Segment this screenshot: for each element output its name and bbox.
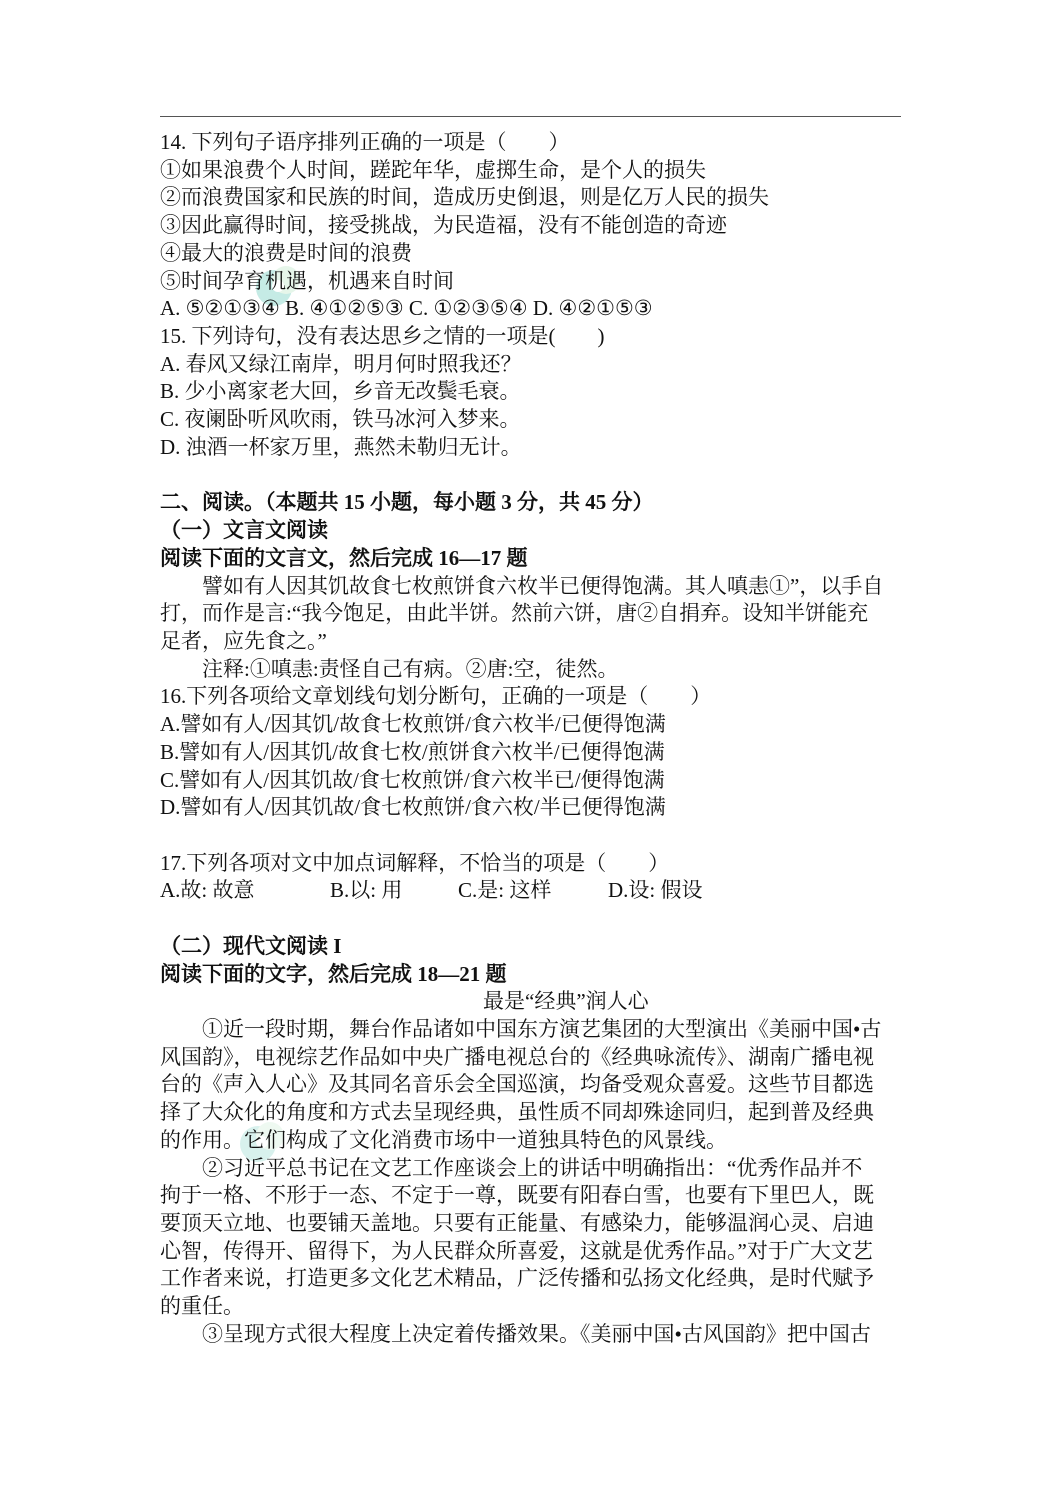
header-rule bbox=[160, 116, 901, 117]
blank-line bbox=[160, 462, 920, 490]
q16-option: B.譬如有人/因其饥/故食七枚/煎饼食六枚半/已便得饱满 bbox=[160, 739, 665, 764]
article-paragraph-line: 要顶天立地、也要铺天盖地。只要有正能量、有感染力，能够温润心灵、启迪 bbox=[160, 1211, 874, 1236]
q14-sentence: ⑤时间孕育机遇，机遇来自时间 bbox=[160, 268, 454, 293]
section2-instruction: 阅读下面的文字，然后完成 18—21 题 bbox=[160, 961, 507, 986]
article-paragraph-line: 心智，传得开、留得下，为人民群众所喜爱，这就是优秀作品。”对于广大文艺 bbox=[160, 1238, 873, 1263]
q15-option: D. 浊酒一杯家万里，燕然未勒归无计。 bbox=[160, 434, 522, 459]
article-paragraph-line: 拘于一格、不形于一态、不定于一尊，既要有阳春白雪，也要有下里巴人，既 bbox=[160, 1183, 874, 1208]
blank-line bbox=[160, 905, 920, 933]
q14-sentence: ①如果浪费个人时间，蹉跎年华，虚掷生命，是个人的损失 bbox=[160, 157, 706, 182]
passage-note: 注释:①嗔恚:责怪自己有病。②唐:空，徒然。 bbox=[202, 656, 619, 681]
part2-heading: 二、阅读。（本题共 15 小题，每小题 3 分，共 45 分） bbox=[160, 490, 654, 515]
classical-passage-line: 譬如有人因其饥故食七枚煎饼食六枚半已便得饱满。其人嗔恚①”，以手自 bbox=[202, 573, 884, 598]
q17-option: B.以: 用 bbox=[330, 878, 403, 903]
blank-line bbox=[160, 822, 920, 850]
article-paragraph-line: 的作用。它们构成了文化消费市场中一道独具特色的风景线。 bbox=[160, 1127, 727, 1152]
q16-option: A.譬如有人/因其饥/故食七枚煎饼/食六枚半/已便得饱满 bbox=[160, 712, 666, 737]
q14-stem: 14. 下列句子语序排列正确的一项是（ ） bbox=[160, 130, 570, 154]
article-title: 最是“经典”润人心 bbox=[483, 989, 649, 1014]
q16-option: D.譬如有人/因其饥故/食七枚煎饼/食六枚/半已便得饱满 bbox=[160, 795, 666, 820]
article-paragraph-line: ③呈现方式很大程度上决定着传播效果。《美丽中国•古风国韵》把中国古 bbox=[202, 1321, 871, 1346]
q14-sentence: ④最大的浪费是时间的浪费 bbox=[160, 240, 412, 265]
q17-option: D.设: 假设 bbox=[608, 878, 703, 903]
q14-sentence: ③因此赢得时间，接受挑战，为民造福，没有不能创造的奇迹 bbox=[160, 213, 727, 238]
q15-stem: 15. 下列诗句，没有表达思乡之情的一项是( ) bbox=[160, 324, 605, 349]
article-paragraph-line: 的重任。 bbox=[160, 1294, 244, 1319]
page-content bbox=[160, 129, 920, 1349]
classical-passage-line: 打，而作是言:“我今饱足，由此半饼。然前六饼，唐②自捐弃。设知半饼能充 bbox=[160, 601, 869, 626]
q14-sentence: ②而浪费国家和民族的时间，造成历史倒退，则是亿万人民的损失 bbox=[160, 185, 769, 210]
q17-options bbox=[160, 877, 920, 905]
q15-option: C. 夜阑卧听风吹雨，铁马冰河入梦来。 bbox=[160, 407, 521, 432]
section1-instruction: 阅读下面的文言文，然后完成 16—17 题 bbox=[160, 545, 528, 570]
article-paragraph-line: 台的《声入人心》及其同名音乐会全国巡演，均备受观众喜爱。这些节目都选 bbox=[160, 1072, 874, 1097]
article-paragraph-line: 择了大众化的角度和方式去呈现经典，虽性质不同却殊途同归，起到普及经典 bbox=[160, 1100, 874, 1125]
q17-option: A.故: 故意 bbox=[160, 878, 255, 903]
q15-option: B. 少小离家老大回，乡音无改鬓毛衰。 bbox=[160, 379, 521, 404]
q15-option: A. 春风又绿江南岸，明月何时照我还？ bbox=[160, 351, 522, 376]
article-paragraph-line: 工作者来说，打造更多文化艺术精品，广泛传播和弘扬文化经典，是时代赋予 bbox=[160, 1266, 874, 1291]
section1-heading: （一）文言文阅读 bbox=[160, 518, 328, 543]
section2-heading: （二）现代文阅读 I bbox=[160, 933, 342, 958]
q16-option: C.譬如有人/因其饥故/食七枚煎饼/食六枚半已/便得饱满 bbox=[160, 767, 665, 792]
article-paragraph-line: ②习近平总书记在文艺工作座谈会上的讲话中明确指出：“优秀作品并不 bbox=[202, 1155, 863, 1180]
classical-passage-line: 足者，应先食之。” bbox=[160, 628, 327, 653]
q17-option: C.是: 这样 bbox=[458, 878, 552, 903]
q16-stem: 16.下列各项给文章划线句划分断句，正确的一项是（ ） bbox=[160, 684, 712, 709]
article-paragraph-line: ①近一段时期，舞台作品诸如中国东方演艺集团的大型演出《美丽中国•古 bbox=[202, 1017, 882, 1041]
q14-options: A. ⑤②①③④ B. ④①②⑤③ C. ①②③⑤④ D. ④②①⑤③ bbox=[160, 296, 653, 321]
article-paragraph-line: 风国韵》，电视综艺作品如中央广播电视总台的《经典咏流传》、湖南广播电视 bbox=[160, 1044, 874, 1069]
q17-stem: 17.下列各项对文中加点词解释，不恰当的项是（ ） bbox=[160, 850, 670, 875]
